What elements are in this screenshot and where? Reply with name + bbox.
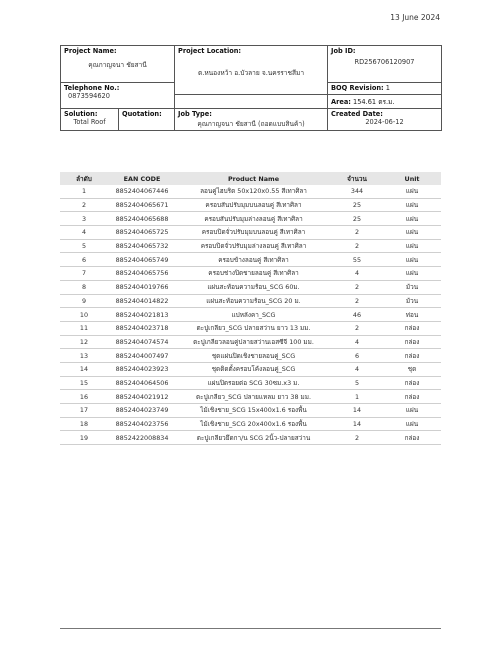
row-index: 1: [60, 185, 108, 198]
boq-revision-cell: [328, 83, 442, 95]
quantity: 25: [331, 198, 383, 212]
quantity: 4: [331, 267, 383, 281]
row-index: 17: [60, 404, 108, 418]
table-row: [60, 349, 441, 363]
product-name: ครอบช่างปิดชายลอนคู่ สีเทาศิลา: [176, 267, 331, 281]
ean-code: 8852404014822: [108, 294, 176, 308]
boq-header-row: [60, 172, 441, 185]
quantity: 1: [331, 390, 383, 404]
created-date-label: Created Date:: [331, 110, 383, 118]
quantity: 5: [331, 376, 383, 390]
col-header-unit: Unit: [383, 172, 441, 185]
quantity: 25: [331, 212, 383, 226]
quantity: 2: [331, 431, 383, 445]
ean-code: 8852404064506: [108, 376, 176, 390]
row-index: 16: [60, 390, 108, 404]
table-row: [60, 321, 441, 335]
quantity: 6: [331, 349, 383, 363]
table-row: [60, 362, 441, 376]
unit: กล่อง: [383, 349, 441, 363]
ean-code: 8852404065732: [108, 239, 176, 253]
product-name: ครอบปิดจั่วปรับมุมบนลอนคู่ สีเทาศิลา: [176, 226, 331, 240]
table-row: [60, 417, 441, 431]
quantity: 2: [331, 226, 383, 240]
product-name: ครอบข้างลอนคู่ สีเทาศิลา: [176, 253, 331, 267]
table-row: [60, 294, 441, 308]
quotation-cell: [119, 109, 175, 131]
row-index: 8: [60, 280, 108, 294]
table-row: [60, 376, 441, 390]
quantity: 4: [331, 362, 383, 376]
col-header-ean: EAN CODE: [108, 172, 176, 185]
product-name: ครอบปิดจั่วปรับมุมล่างลอนคู่ สีเทาศิลา: [176, 239, 331, 253]
col-header-product: Product Name: [176, 172, 331, 185]
project-info-table: [60, 45, 442, 131]
unit: ชุด: [383, 362, 441, 376]
table-row: [60, 198, 441, 212]
table-row: [60, 212, 441, 226]
job-type-label: Job Type:: [178, 110, 212, 118]
boq-revision-value: 1: [385, 84, 390, 92]
project-name-cell: [61, 46, 175, 83]
quantity: 2: [331, 239, 383, 253]
row-index: 12: [60, 335, 108, 349]
quantity: 14: [331, 417, 383, 431]
col-header-qty: จำนวน: [331, 172, 383, 185]
unit: ท่อน: [383, 308, 441, 322]
product-name: แผ่นสะท้อนความร้อน_SCG 20 ม.: [176, 294, 331, 308]
ean-code: 8852404065756: [108, 267, 176, 281]
project-location-value: ต.หนองหว้า อ.บัวลาย จ.นครราชสีมา: [197, 69, 305, 77]
project-name-value: คุณกาญจนา ชัยสานี: [88, 61, 147, 69]
ean-code: 8852404065725: [108, 226, 176, 240]
area-value: 154.61 ตร.ม.: [353, 98, 395, 106]
solution-label: Solution:: [64, 110, 98, 118]
unit: แผ่น: [383, 185, 441, 198]
ean-code: 8852404067446: [108, 185, 176, 198]
unit: ม้วน: [383, 280, 441, 294]
quantity: 2: [331, 321, 383, 335]
unit: กล่อง: [383, 335, 441, 349]
table-row: [60, 239, 441, 253]
telephone-value: 0873594620: [68, 92, 110, 100]
ean-code: 8852404074574: [108, 335, 176, 349]
row-index: 13: [60, 349, 108, 363]
boq-table: [60, 172, 441, 445]
col-header-index: ลำดับ: [60, 172, 108, 185]
unit: แผ่น: [383, 226, 441, 240]
unit: แผ่น: [383, 417, 441, 431]
product-name: ครอบสันปรับมุมบนลอนคู่ สีเทาศิลา: [176, 198, 331, 212]
quantity: 14: [331, 404, 383, 418]
row-index: 11: [60, 321, 108, 335]
unit: กล่อง: [383, 390, 441, 404]
job-id-cell: [328, 46, 442, 83]
unit: กล่อง: [383, 431, 441, 445]
row-index: 15: [60, 376, 108, 390]
product-name: ครอบสันปรับมุมล่างลอนคู่ สีเทาศิลา: [176, 212, 331, 226]
product-name: ไม้เชิงชาย_SCG 20x400x1.6 รองพื้น: [176, 417, 331, 431]
unit: แผ่น: [383, 404, 441, 418]
product-name: ลอนคู่ไฮบริด 50x120x0.55 สีเทาศิลา: [176, 185, 331, 198]
product-name: แผ่นปิดรอยต่อ SCG 30ซม.x3 ม.: [176, 376, 331, 390]
ean-code: 8852404023718: [108, 321, 176, 335]
ean-code: 8852404065671: [108, 198, 176, 212]
unit: ม้วน: [383, 294, 441, 308]
quantity: 2: [331, 280, 383, 294]
quantity: 4: [331, 335, 383, 349]
table-row: [60, 431, 441, 445]
job-type-cell: [175, 109, 328, 131]
ean-code: 8852404023923: [108, 362, 176, 376]
unit: กล่อง: [383, 321, 441, 335]
row-index: 6: [60, 253, 108, 267]
table-row: [60, 280, 441, 294]
product-name: ตะปูเกลียวลอนคู่ปลายสว่านเอสซีจี 100 มม.: [176, 335, 331, 349]
quantity: 46: [331, 308, 383, 322]
quantity: 2: [331, 294, 383, 308]
product-name: ไม้เชิงชาย_SCG 15x400x1.6 รองพื้น: [176, 404, 331, 418]
row-index: 5: [60, 239, 108, 253]
telephone-cell: [61, 83, 175, 109]
table-row: [60, 267, 441, 281]
area-label: Area:: [331, 98, 351, 106]
project-location-label: Project Location:: [178, 47, 242, 55]
row-index: 3: [60, 212, 108, 226]
ean-code: 8852404019766: [108, 280, 176, 294]
document-date: 13 June 2024: [390, 13, 440, 22]
solution-value: Total Roof: [73, 118, 106, 126]
product-name: ตะปูเกลียว_SCG ปลายแหลม ยาว 38 มม.: [176, 390, 331, 404]
created-date-cell: [328, 109, 442, 131]
job-id-value: RD256706120907: [354, 58, 415, 66]
job-id-label: Job ID:: [331, 47, 356, 55]
unit: แผ่น: [383, 198, 441, 212]
boq-revision-label: BOQ Revision:: [331, 84, 384, 92]
product-name: ชุดแผ่นปิดเชิงชายลอนคู่_SCG: [176, 349, 331, 363]
footer-divider: [60, 628, 441, 629]
job-type-value: คุณกาญจนา ชัยสานี (ถอดแบบสินค้า): [197, 120, 305, 128]
ean-code: 8852422008834: [108, 431, 176, 445]
product-name: แผ่นสะท้อนความร้อน_SCG 60ม.: [176, 280, 331, 294]
ean-code: 8852404021912: [108, 390, 176, 404]
unit: แผ่น: [383, 253, 441, 267]
quotation-label: Quotation:: [122, 110, 162, 118]
row-index: 7: [60, 267, 108, 281]
table-row: [60, 404, 441, 418]
unit: แผ่น: [383, 267, 441, 281]
product-name: ชุดติดตั้งครอบโค้งลอนคู่_SCG: [176, 362, 331, 376]
unit: กล่อง: [383, 376, 441, 390]
project-location-cell: [175, 46, 328, 95]
project-name-label: Project Name:: [64, 47, 117, 55]
row-index: 4: [60, 226, 108, 240]
quantity: 55: [331, 253, 383, 267]
product-name: ตะปูเกลียวยึดกา/น SCG 2นิ้ว-ปลายสว่าน: [176, 431, 331, 445]
table-row: [60, 308, 441, 322]
ean-code: 8852404007497: [108, 349, 176, 363]
created-date-value: 2024-06-12: [365, 118, 404, 126]
table-row: [60, 226, 441, 240]
telephone-label: Telephone No.:: [64, 84, 120, 92]
ean-code: 8852404065749: [108, 253, 176, 267]
unit: แผ่น: [383, 212, 441, 226]
table-row: [60, 335, 441, 349]
table-row: [60, 253, 441, 267]
row-index: 18: [60, 417, 108, 431]
table-row: [60, 185, 441, 198]
row-index: 10: [60, 308, 108, 322]
area-cell: [328, 95, 442, 109]
quantity: 344: [331, 185, 383, 198]
ean-code: 8852404023749: [108, 404, 176, 418]
ean-code: 8852404023756: [108, 417, 176, 431]
ean-code: 8852404065688: [108, 212, 176, 226]
product-name: แปหลังคา_SCG: [176, 308, 331, 322]
area-placeholder-cell: [175, 95, 328, 109]
product-name: ตะปูเกลียว_SCG ปลายสว่าน ยาว 13 มม.: [176, 321, 331, 335]
solution-cell: [61, 109, 119, 131]
ean-code: 8852404021813: [108, 308, 176, 322]
row-index: 2: [60, 198, 108, 212]
row-index: 19: [60, 431, 108, 445]
row-index: 14: [60, 362, 108, 376]
row-index: 9: [60, 294, 108, 308]
unit: แผ่น: [383, 239, 441, 253]
boq-body: [60, 185, 441, 445]
table-row: [60, 390, 441, 404]
